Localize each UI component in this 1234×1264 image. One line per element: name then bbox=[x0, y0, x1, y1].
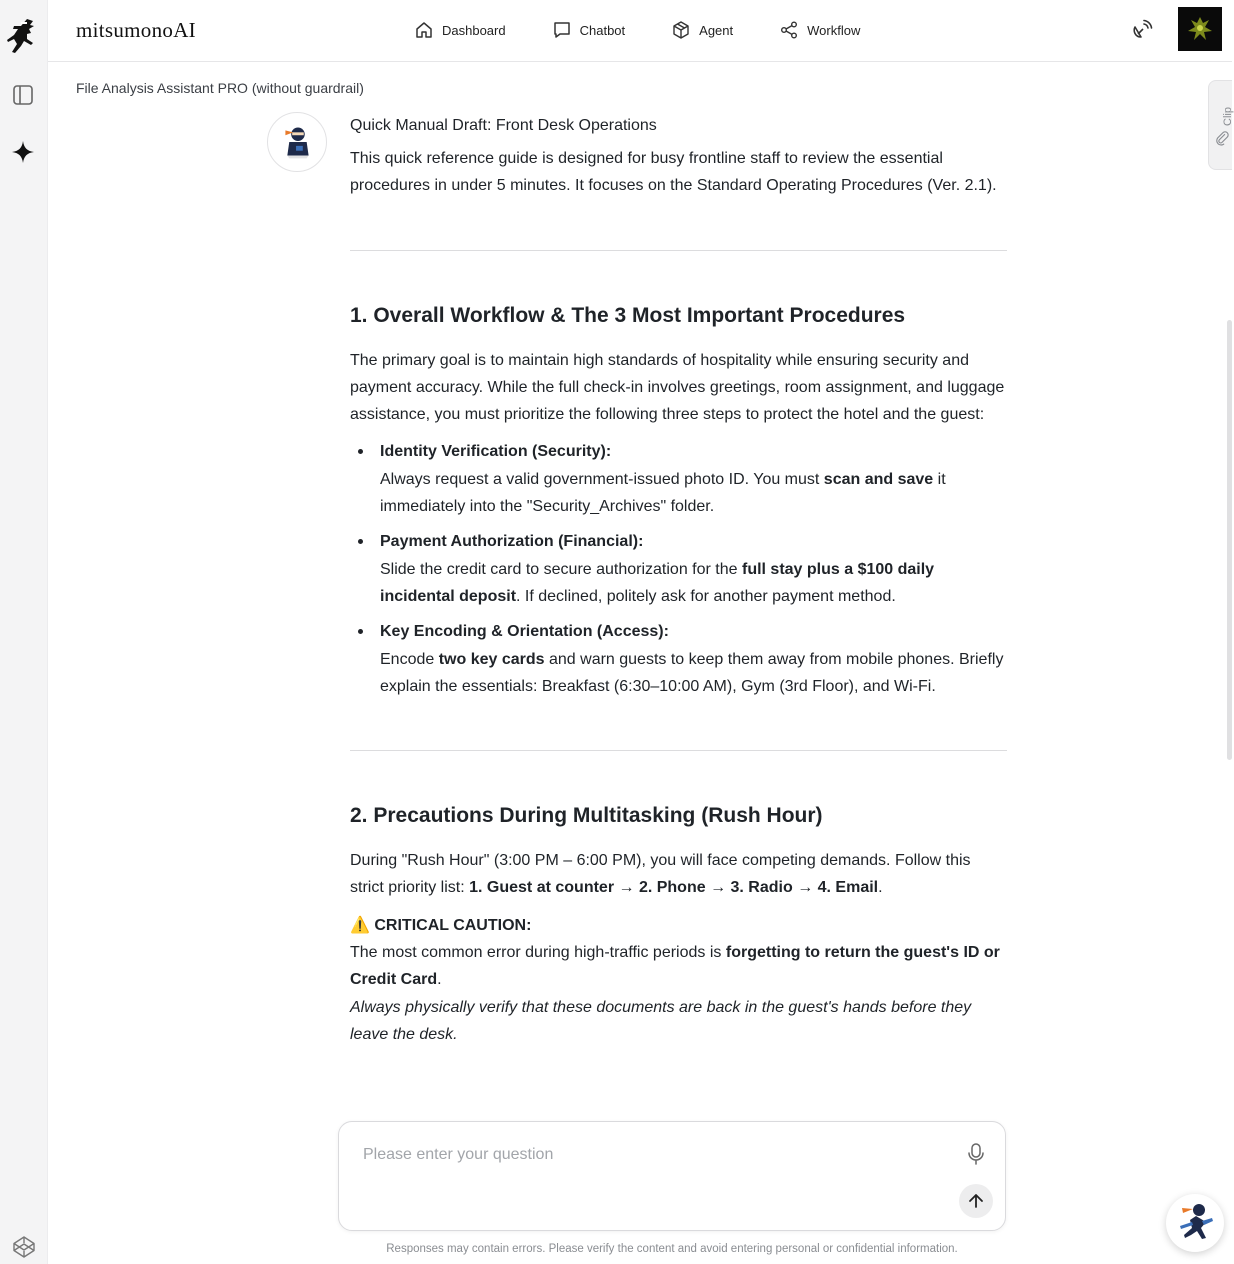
arrow-text: → bbox=[614, 879, 639, 897]
clip-tab[interactable] bbox=[1208, 80, 1232, 170]
item-title: Identity Verification (Security): bbox=[380, 443, 612, 461]
arrow-up-icon bbox=[966, 1191, 986, 1211]
codepen-icon[interactable] bbox=[12, 1235, 36, 1259]
satellite-dish-icon[interactable] bbox=[1130, 18, 1154, 42]
nav-item-workflow[interactable] bbox=[779, 18, 860, 42]
message-title: Quick Manual Draft: Front Desk Operations bbox=[350, 117, 657, 134]
nav-label: Workflow bbox=[807, 22, 861, 38]
priority-4: 4. Email bbox=[817, 879, 879, 897]
nav-item-agent[interactable] bbox=[671, 18, 733, 42]
question-input[interactable] bbox=[363, 1144, 943, 1166]
caution-title: CRITICAL CAUTION: bbox=[374, 916, 532, 934]
disclaimer-text: Responses may contain errors. Please verify the content and avoid entering personal or confidential information. bbox=[386, 1243, 958, 1255]
section-heading: 1. Overall Workflow & The 3 Most Important Procedures bbox=[350, 303, 906, 327]
item-title: Key Encoding & Orientation (Access): bbox=[380, 623, 669, 641]
list-item bbox=[350, 618, 1007, 700]
procedure-list bbox=[350, 438, 1007, 700]
sidebar-toggle-icon[interactable] bbox=[12, 84, 34, 106]
floating-assistant-button[interactable] bbox=[1166, 1194, 1224, 1252]
item-bold: scan and save bbox=[823, 470, 934, 488]
warning-icon: ⚠️ bbox=[350, 916, 370, 934]
item-text: and warn guests to keep them away from mobile phones. Briefly explain the essentials: Breakfast (6:30–10:00 AM), Gym (3rd Floor), and Wi-Fi. bbox=[380, 650, 1004, 695]
clip-label: Clip bbox=[1222, 107, 1234, 126]
item-text: Encode bbox=[380, 650, 439, 668]
scrollbar[interactable] bbox=[1227, 320, 1232, 760]
arrow-text: → bbox=[705, 879, 731, 897]
user-avatar[interactable] bbox=[1178, 7, 1222, 51]
home-icon bbox=[414, 20, 434, 40]
item-bold: two key cards bbox=[438, 650, 545, 668]
avatar-image-icon bbox=[1178, 7, 1222, 51]
section-heading: 2. Precautions During Multitasking (Rush Hour) bbox=[350, 804, 823, 828]
nav-label: Chatbot bbox=[579, 22, 626, 38]
item-bold: full stay plus a $100 daily incidental deposit bbox=[380, 560, 935, 605]
item-text: Slide the credit card to secure authorization for the bbox=[380, 560, 742, 578]
sparkle-icon[interactable] bbox=[11, 140, 35, 164]
divider bbox=[350, 750, 1007, 751]
microphone-icon[interactable] bbox=[965, 1142, 987, 1166]
period-text: . bbox=[878, 879, 883, 897]
priority-3: 3. Radio bbox=[730, 879, 793, 897]
caution-text: The most common error during high-traffic periods is bbox=[350, 944, 726, 962]
bot-avatar bbox=[267, 112, 327, 172]
package-icon bbox=[671, 20, 691, 40]
divider bbox=[350, 250, 1007, 251]
share-nodes-icon bbox=[779, 20, 799, 40]
section-paragraph bbox=[350, 847, 1007, 902]
arrow-text: → bbox=[792, 879, 818, 897]
chat-bubble-icon bbox=[552, 20, 572, 40]
assistant-name: File Analysis Assistant PRO (without guardrail) bbox=[76, 80, 364, 96]
priority-1: 1. Guest at counter bbox=[469, 879, 615, 897]
nav-label: Agent bbox=[699, 22, 734, 38]
item-title: Payment Authorization (Financial): bbox=[380, 533, 644, 551]
nav-item-dashboard[interactable] bbox=[414, 18, 506, 42]
nav-label: Dashboard bbox=[442, 22, 506, 38]
item-text: Always request a valid government-issued photo ID. You must bbox=[380, 470, 824, 488]
paragraph-text: During "Rush Hour" (3:00 PM – 6:00 PM), you will face competing demands. Follow this strict priority list: bbox=[350, 852, 971, 897]
caution-text: . bbox=[437, 971, 442, 989]
top-bar bbox=[48, 0, 1232, 62]
send-button[interactable] bbox=[959, 1184, 993, 1218]
paperclip-icon bbox=[1215, 131, 1229, 145]
priority-2: 2. Phone bbox=[638, 879, 706, 897]
list-item bbox=[350, 528, 1007, 610]
item-text: . If declined, politely ask for another payment method. bbox=[516, 587, 896, 605]
section-paragraph: The primary goal is to maintain high standards of hospitality while ensuring security and payment accuracy. While the full check-in involves greetings, room assignment, and luggage assistance, you must prioritize the following three steps to protect the hotel and the guest: bbox=[350, 351, 1005, 424]
item-text: it immediately into the "Security_Archives" folder. bbox=[380, 470, 946, 516]
left-rail bbox=[0, 0, 48, 1264]
caution-block bbox=[350, 912, 1007, 1048]
list-item bbox=[350, 438, 1007, 520]
ninja-logo-icon[interactable] bbox=[7, 16, 41, 54]
chat-input-box bbox=[338, 1121, 1006, 1231]
message-intro: This quick reference guide is designed for busy frontline staff to review the essential procedures in under 5 minutes. It focuses on the Standard Operating Procedures (Ver. 2.1). bbox=[350, 150, 997, 195]
nav-item-chatbot[interactable] bbox=[552, 18, 626, 42]
main-nav bbox=[414, 18, 906, 42]
ninja-bot-icon bbox=[268, 113, 326, 171]
caution-bold: forgetting to return the guest's ID or Credit Card bbox=[350, 944, 1000, 989]
caution-italic: Always physically verify that these documents are back in the guest's hands before they leave the desk. bbox=[350, 998, 972, 1043]
brand-name: mitsumonoAI bbox=[76, 18, 196, 42]
assistant-message bbox=[350, 112, 1007, 1114]
ninja-mascot-icon bbox=[1166, 1194, 1224, 1252]
